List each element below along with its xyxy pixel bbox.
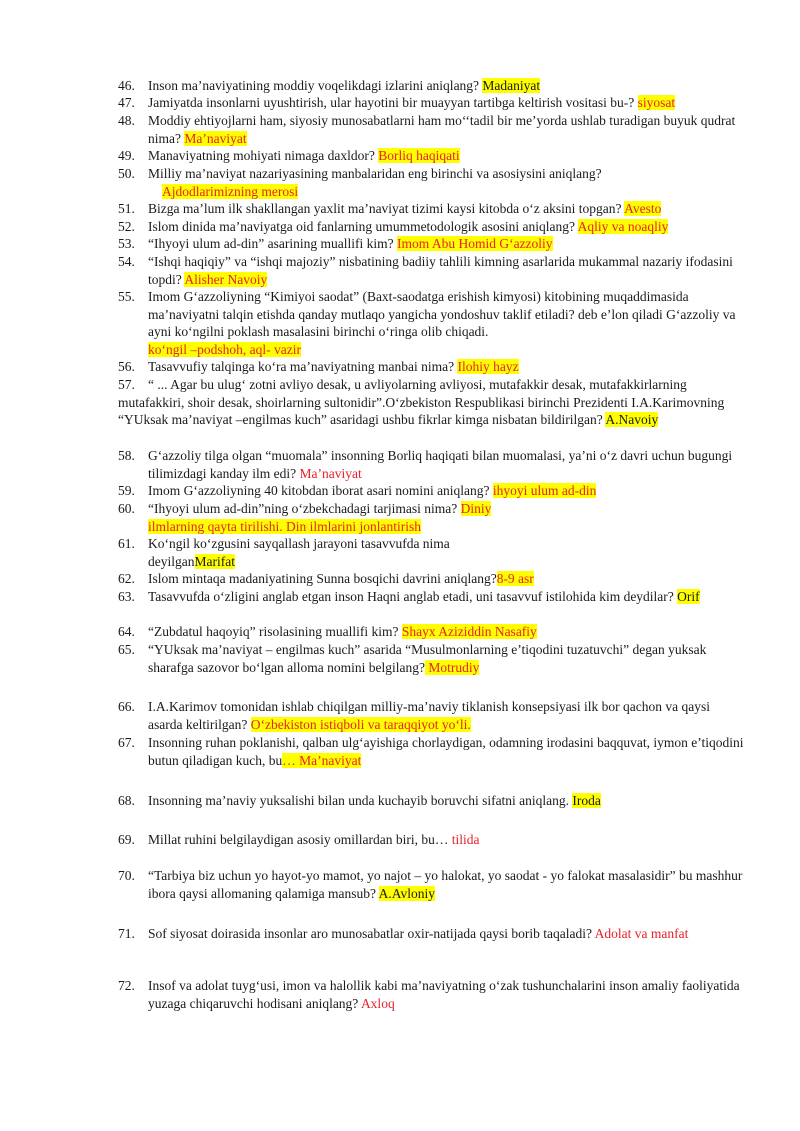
question-number: 50.	[118, 166, 135, 181]
question-number: 49.	[118, 148, 135, 163]
question-number: 66.	[118, 699, 135, 714]
answer-highlight: Aqliy va noaqliy	[577, 219, 669, 234]
question-number: 63.	[118, 589, 135, 604]
question-text: Jamiyatda insonlarni uyushtirish, ular hayotini bir muayyan tartibga keltirish vositasi bu-?	[148, 95, 638, 110]
question-63	[118, 588, 746, 606]
answer-highlight: O‘zbekiston istiqboli va taraqqiyot yo‘li.	[250, 716, 471, 732]
question-number: 57.	[118, 377, 135, 392]
question-60	[118, 500, 746, 535]
question-62	[118, 570, 746, 588]
question-text: Imom G‘azzoliyning 40 kitobdan iborat asari nomini aniqlang?	[148, 483, 493, 498]
question-number: 48.	[118, 113, 135, 128]
answer-highlight: Ma’naviyat	[184, 130, 247, 146]
answer-highlight: A.Navoiy	[605, 412, 659, 428]
question-69	[118, 831, 746, 849]
question-67	[118, 734, 746, 769]
answer-highlight: … Ma’naviyat	[282, 752, 362, 768]
answer-text: Ma’naviyat	[299, 465, 362, 481]
question-number: 60.	[118, 501, 135, 516]
answer-highlight: Motrudiy	[425, 659, 480, 675]
question-text: “ ... Agar bu ulug‘ zotni avliyo desak, u avliyolarning avliyosi, mutafakkir desak, mutafakkirlarning mutafakkiri, shoir desak, shoirlarning sultonidir”.O‘zbekiston Respublikasi birinchi Prezidenti I.A.Karimovning “YUksak ma’naviyat –engilmas kuch” asaridagi ushbu fikrlar kimga nisbatan bildirilgan?	[118, 377, 725, 428]
question-number: 58.	[118, 448, 135, 463]
question-text: Islom dinida ma’naviyatga oid fanlarning umummetodologik asosini aniqlang?	[148, 219, 578, 234]
question-61	[118, 535, 746, 570]
answer-highlight: Ajdodlarimizning merosi	[162, 183, 299, 199]
answer-highlight: Shayx Aziziddin Nasafiy	[401, 624, 537, 639]
answer-highlight: Ilohiy hayz	[457, 359, 519, 374]
question-49	[118, 147, 746, 165]
answer-text: Axloq	[360, 995, 395, 1011]
question-text: Imom G‘azzoliyning “Kimiyoi saodat” (Baxt-saodatga erishish kimyosi) kitobining muqaddimasida ma’naviyatni talqin etishda qanday mutlaqo yangicha yondoshuv taklif etiladi? deb e’lon qiladi G‘azzoliy va ayni ko‘ngilni poklash masalasini birinchi o‘ringa olib chiqadi.	[148, 289, 736, 340]
question-number: 46.	[118, 78, 135, 93]
question-text: “Ishqi haqiqiy” va “ishqi majoziy” nisbatining badiiy tahlili kimning asarlarida mukammal nazariy ifodasini topdi?	[148, 254, 733, 287]
question-64	[118, 623, 746, 641]
answer-highlight: Diniy	[460, 501, 492, 516]
question-number: 47.	[118, 95, 135, 110]
question-text: Tasavvufda o‘zligini anglab etgan inson Haqni anglab etadi, uni tasavvuf istilohida kim deydilar?	[148, 589, 678, 604]
question-48	[118, 112, 746, 147]
question-number: 71.	[118, 926, 135, 941]
question-70	[118, 867, 746, 902]
question-52	[118, 218, 746, 236]
question-text: Tasavvufiy talqinga ko‘ra ma’naviyatning manbai nima?	[148, 359, 458, 374]
answer-text: Adolat va manfat	[594, 926, 689, 941]
question-59	[118, 482, 746, 500]
question-text: Insonning ruhan poklanishi, qalban ulg‘ayishiga chorlaydigan, odamning irodasini baqquvat, iymon e’tiqodini butun qiladigan kuch, bu	[148, 735, 744, 768]
answer-highlight: Orif	[677, 589, 700, 604]
answer-highlight: ihyoyi ulum ad-din	[492, 483, 597, 498]
question-number: 59.	[118, 483, 135, 498]
question-55	[118, 288, 746, 358]
question-65	[118, 641, 746, 676]
question-56	[118, 358, 746, 376]
question-number: 61.	[118, 536, 135, 551]
question-text: Islom mintaqa madaniyatining Sunna bosqichi davrini aniqlang?	[148, 571, 497, 586]
question-text: Insof va adolat tuyg‘usi, imon va halollik kabi ma’naviyatning o‘zak tushunchalarini inson amaliy faoliyatida yuzaga chiqaruvchi hodisani aniqlang?	[148, 978, 740, 1011]
question-number: 56.	[118, 359, 135, 374]
question-47	[118, 94, 746, 112]
question-number: 62.	[118, 571, 135, 586]
question-71	[118, 925, 746, 943]
answer-highlight: Alisher Navoiy	[184, 271, 268, 287]
answer-highlight: Borliq haqiqati	[378, 148, 460, 163]
question-58	[118, 447, 746, 482]
question-text: Millat ruhini belgilaydigan asosiy omillardan biri, bu…	[148, 832, 452, 847]
question-46	[118, 77, 746, 95]
question-text: “Zubdatul haqoyiq” risolasining muallifi kim?	[148, 624, 402, 639]
question-text: “Ihyoyi ulum ad-din”ning o‘zbekchadagi tarjimasi nima?	[148, 501, 461, 516]
question-51	[118, 200, 746, 218]
question-number: 68.	[118, 793, 135, 808]
answer-highlight: Marifat	[194, 553, 235, 569]
question-text: “YUksak ma’naviyat – engilmas kuch” asarida “Musulmonlarning e’tiqodini tuzatuvchi” degan yuksak sharafga sazovor bo‘lgan alloma nomini belgilang?	[148, 642, 707, 675]
question-72	[118, 977, 746, 1012]
question-number: 67.	[118, 735, 135, 750]
question-text: “Tarbiya biz uchun yo hayot-yo mamot, yo najot – yo halokat, yo saodat - yo falokat masalasidir” bu mashhur ibora qaysi allomaning qalamiga mansub?	[148, 868, 743, 901]
question-50	[118, 165, 746, 200]
question-text: “Ihyoyi ulum ad-din” asarining muallifi kim?	[148, 236, 397, 251]
question-text: Ko‘ngil ko‘zgusini sayqallash jarayoni tasavvufda nima deyilgan	[148, 536, 450, 569]
question-text: Inson ma’naviyatining moddiy voqelikdagi izlarini aniqlang?	[148, 78, 483, 93]
answer-highlight: Madaniyat	[482, 78, 541, 93]
answer-highlight: A.Avloniy	[378, 885, 435, 901]
question-number: 70.	[118, 868, 135, 883]
answer-text: tilida	[451, 832, 480, 847]
question-66	[118, 698, 746, 733]
question-number: 52.	[118, 219, 135, 234]
question-text: Milliy ma’naviyat nazariyasining manbalaridan eng birinchi va asosiysini aniqlang?	[148, 166, 602, 181]
question-number: 65.	[118, 642, 135, 657]
question-number: 51.	[118, 201, 135, 216]
question-number: 69.	[118, 832, 135, 847]
question-number: 64.	[118, 624, 135, 639]
question-text: Manaviyatning mohiyati nimaga daxldor?	[148, 148, 379, 163]
answer-highlight-continued: ilmlarning qayta tirilishi. Din ilmlarini jonlantirish	[148, 518, 421, 534]
question-text: Insonning ma’naviy yuksalishi bilan unda kuchayib boruvchi sifatni aniqlang.	[148, 793, 573, 808]
question-57	[118, 376, 746, 429]
answer-highlight: ko‘ngil –podshoh, aql- vazir	[148, 341, 301, 357]
question-53	[118, 235, 746, 253]
answer-highlight: Iroda	[572, 793, 601, 808]
question-number: 53.	[118, 236, 135, 251]
answer-highlight: Avesto	[624, 201, 662, 216]
question-68	[118, 792, 746, 810]
question-text: Bizga ma’lum ilk shakllangan yaxlit ma’naviyat tizimi kaysi kitobda o‘z aksini topgan?	[148, 201, 625, 216]
question-text: Sof siyosat doirasida insonlar aro munosabatlar oxir-natijada qaysi borib taqaladi?	[148, 926, 595, 941]
question-text: G‘azzoliy tilga olgan “muomala” insonning Borliq haqiqati bilan muomalasi, ya’ni o‘z davri uchun bugungi tilimizdagi kanday ilm edi?	[148, 448, 733, 481]
question-number: 55.	[118, 289, 135, 304]
answer-highlight: siyosat	[637, 95, 676, 110]
question-number: 54.	[118, 254, 135, 269]
question-54	[118, 253, 746, 288]
question-text: Moddiy ehtiyojlarni ham, siyosiy munosabatlarni ham mo‘‘tadil bir me’yorda ushlab turadigan buyuk qudrat nima?	[148, 113, 736, 146]
question-text: I.A.Karimov tomonidan ishlab chiqilgan milliy-ma’naviy tiklanish konsepsiyasi ilk bor qachon va qaysi asarda keltirilgan?	[148, 699, 711, 732]
answer-highlight: 8-9 asr	[496, 571, 534, 586]
answer-highlight: Imom Abu Homid G‘azzoliy	[396, 236, 553, 251]
question-number: 72.	[118, 978, 135, 993]
